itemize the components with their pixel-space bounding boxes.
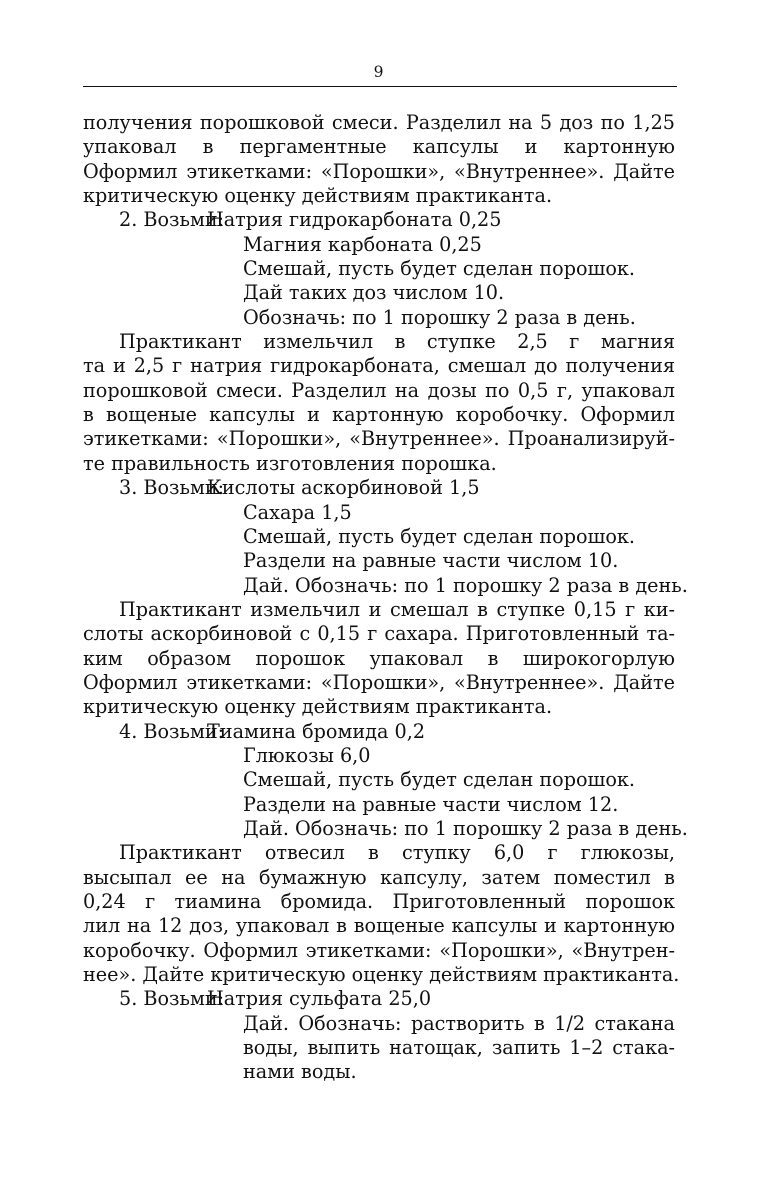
- prescription-number: 2. Возьми:: [119, 208, 225, 232]
- prescription-line: Смешай, пусть будет сделан порошок.: [243, 257, 636, 281]
- text-line: лил на 12 доз, упаковал в вощеные капсулы и картонную: [83, 914, 675, 938]
- prescription-ingredient: Тиамина бромида 0,2: [207, 719, 426, 743]
- prescription-number: 3. Возьми:: [119, 476, 225, 500]
- prescription-line: нами воды.: [243, 1060, 357, 1084]
- text-line: получения порошковой смеси. Разделил на 5 доз по 1,25: [83, 111, 675, 134]
- text-line: Практикант отвесил в ступку 6,0 г глюкозы,: [119, 841, 675, 865]
- prescription-line: воды, выпить натощак, запить 1–2 стака-: [243, 1036, 675, 1060]
- prescription-line: Дай. Обозначь: растворить в 1/2 стакана: [243, 1011, 675, 1035]
- prescription-ingredient: Натрия сульфата 25,0: [207, 987, 432, 1011]
- prescription-line: Магния карбоната 0,25: [243, 232, 482, 256]
- text-line: слоты аскорбиновой с 0,15 г сахара. Приготовленный та-: [83, 622, 675, 646]
- prescription-line: Глюкозы 6,0: [243, 743, 371, 767]
- text-line: высыпал ее на бумажную капсулу, затем поместил в: [83, 865, 675, 889]
- prescription-line: Смешай, пусть будет сделан порошок.: [243, 768, 636, 792]
- text-line: ким образом порошок упаковал в широкогорлую: [83, 646, 675, 670]
- prescription-line: Дай таких доз числом 10.: [243, 281, 505, 305]
- page-body: [83, 111, 688, 1085]
- text-line: критическую оценку действиям практиканта.: [83, 184, 553, 208]
- text-line: Оформил этикетками: «Порошки», «Внутреннее». Дайте: [83, 159, 675, 183]
- prescription-line: Смешай, пусть будет сделан порошок.: [243, 524, 636, 548]
- text-line: Практикант измельчил в ступке 2,5 г магния: [119, 330, 675, 354]
- prescription-ingredient: Кислоты аскорбиновой 1,5: [207, 476, 480, 500]
- prescription-number: 4. Возьми:: [119, 719, 225, 743]
- header-rule: [83, 86, 677, 87]
- text-line: порошковой смеси. Разделил на дозы по 0,5 г, упаковал: [83, 378, 675, 402]
- text-line: 0,24 г тиамина бромида. Приготовленный порошок: [83, 890, 675, 913]
- text-line: коробочку. Оформил этикетками: «Порошки», «Внутрен-: [83, 938, 675, 962]
- prescription-line: Дай. Обозначь: по 1 порошку 2 раза в день.: [243, 816, 688, 840]
- prescription-line: Дай. Обозначь: по 1 порошку 2 раза в день.: [243, 573, 688, 597]
- text-line: этикетками: «Порошки», «Внутреннее». Проанализируй-: [83, 427, 675, 451]
- prescription-2-first-line: [83, 208, 675, 232]
- prescription-number: 5. Возьми:: [119, 987, 225, 1011]
- prescription-line: Раздели на равные части числом 12.: [243, 792, 619, 816]
- text-line: нее». Дайте критическую оценку действиям практиканта.: [83, 963, 680, 987]
- prescription-3-first-line: [83, 476, 675, 500]
- prescription-5-first-line: [83, 987, 675, 1011]
- prescription-line: Сахара 1,5: [243, 500, 352, 524]
- page-number: 9: [373, 63, 384, 81]
- text-line: та и 2,5 г натрия гидрокарбоната, смешал до получения: [83, 354, 675, 378]
- text-line: Практикант измельчил и смешал в ступке 0,15 г ки-: [119, 597, 675, 621]
- text-line: критическую оценку действиям практиканта.: [83, 695, 553, 719]
- text-line: Оформил этикетками: «Порошки», «Внутреннее». Дайте: [83, 670, 675, 694]
- text-line: упаковал в пергаментные капсулы и картонную: [83, 135, 675, 159]
- prescription-line: Раздели на равные части числом 10.: [243, 549, 619, 573]
- prescription-ingredient: Натрия гидрокарбоната 0,25: [207, 208, 502, 232]
- text-line: те правильность изготовления порошка.: [83, 451, 497, 475]
- prescription-4-first-line: [83, 720, 675, 744]
- prescription-line: Обозначь: по 1 порошку 2 раза в день.: [243, 305, 636, 329]
- text-line: в вощеные капсулы и картонную коробочку. Оформил: [83, 403, 675, 427]
